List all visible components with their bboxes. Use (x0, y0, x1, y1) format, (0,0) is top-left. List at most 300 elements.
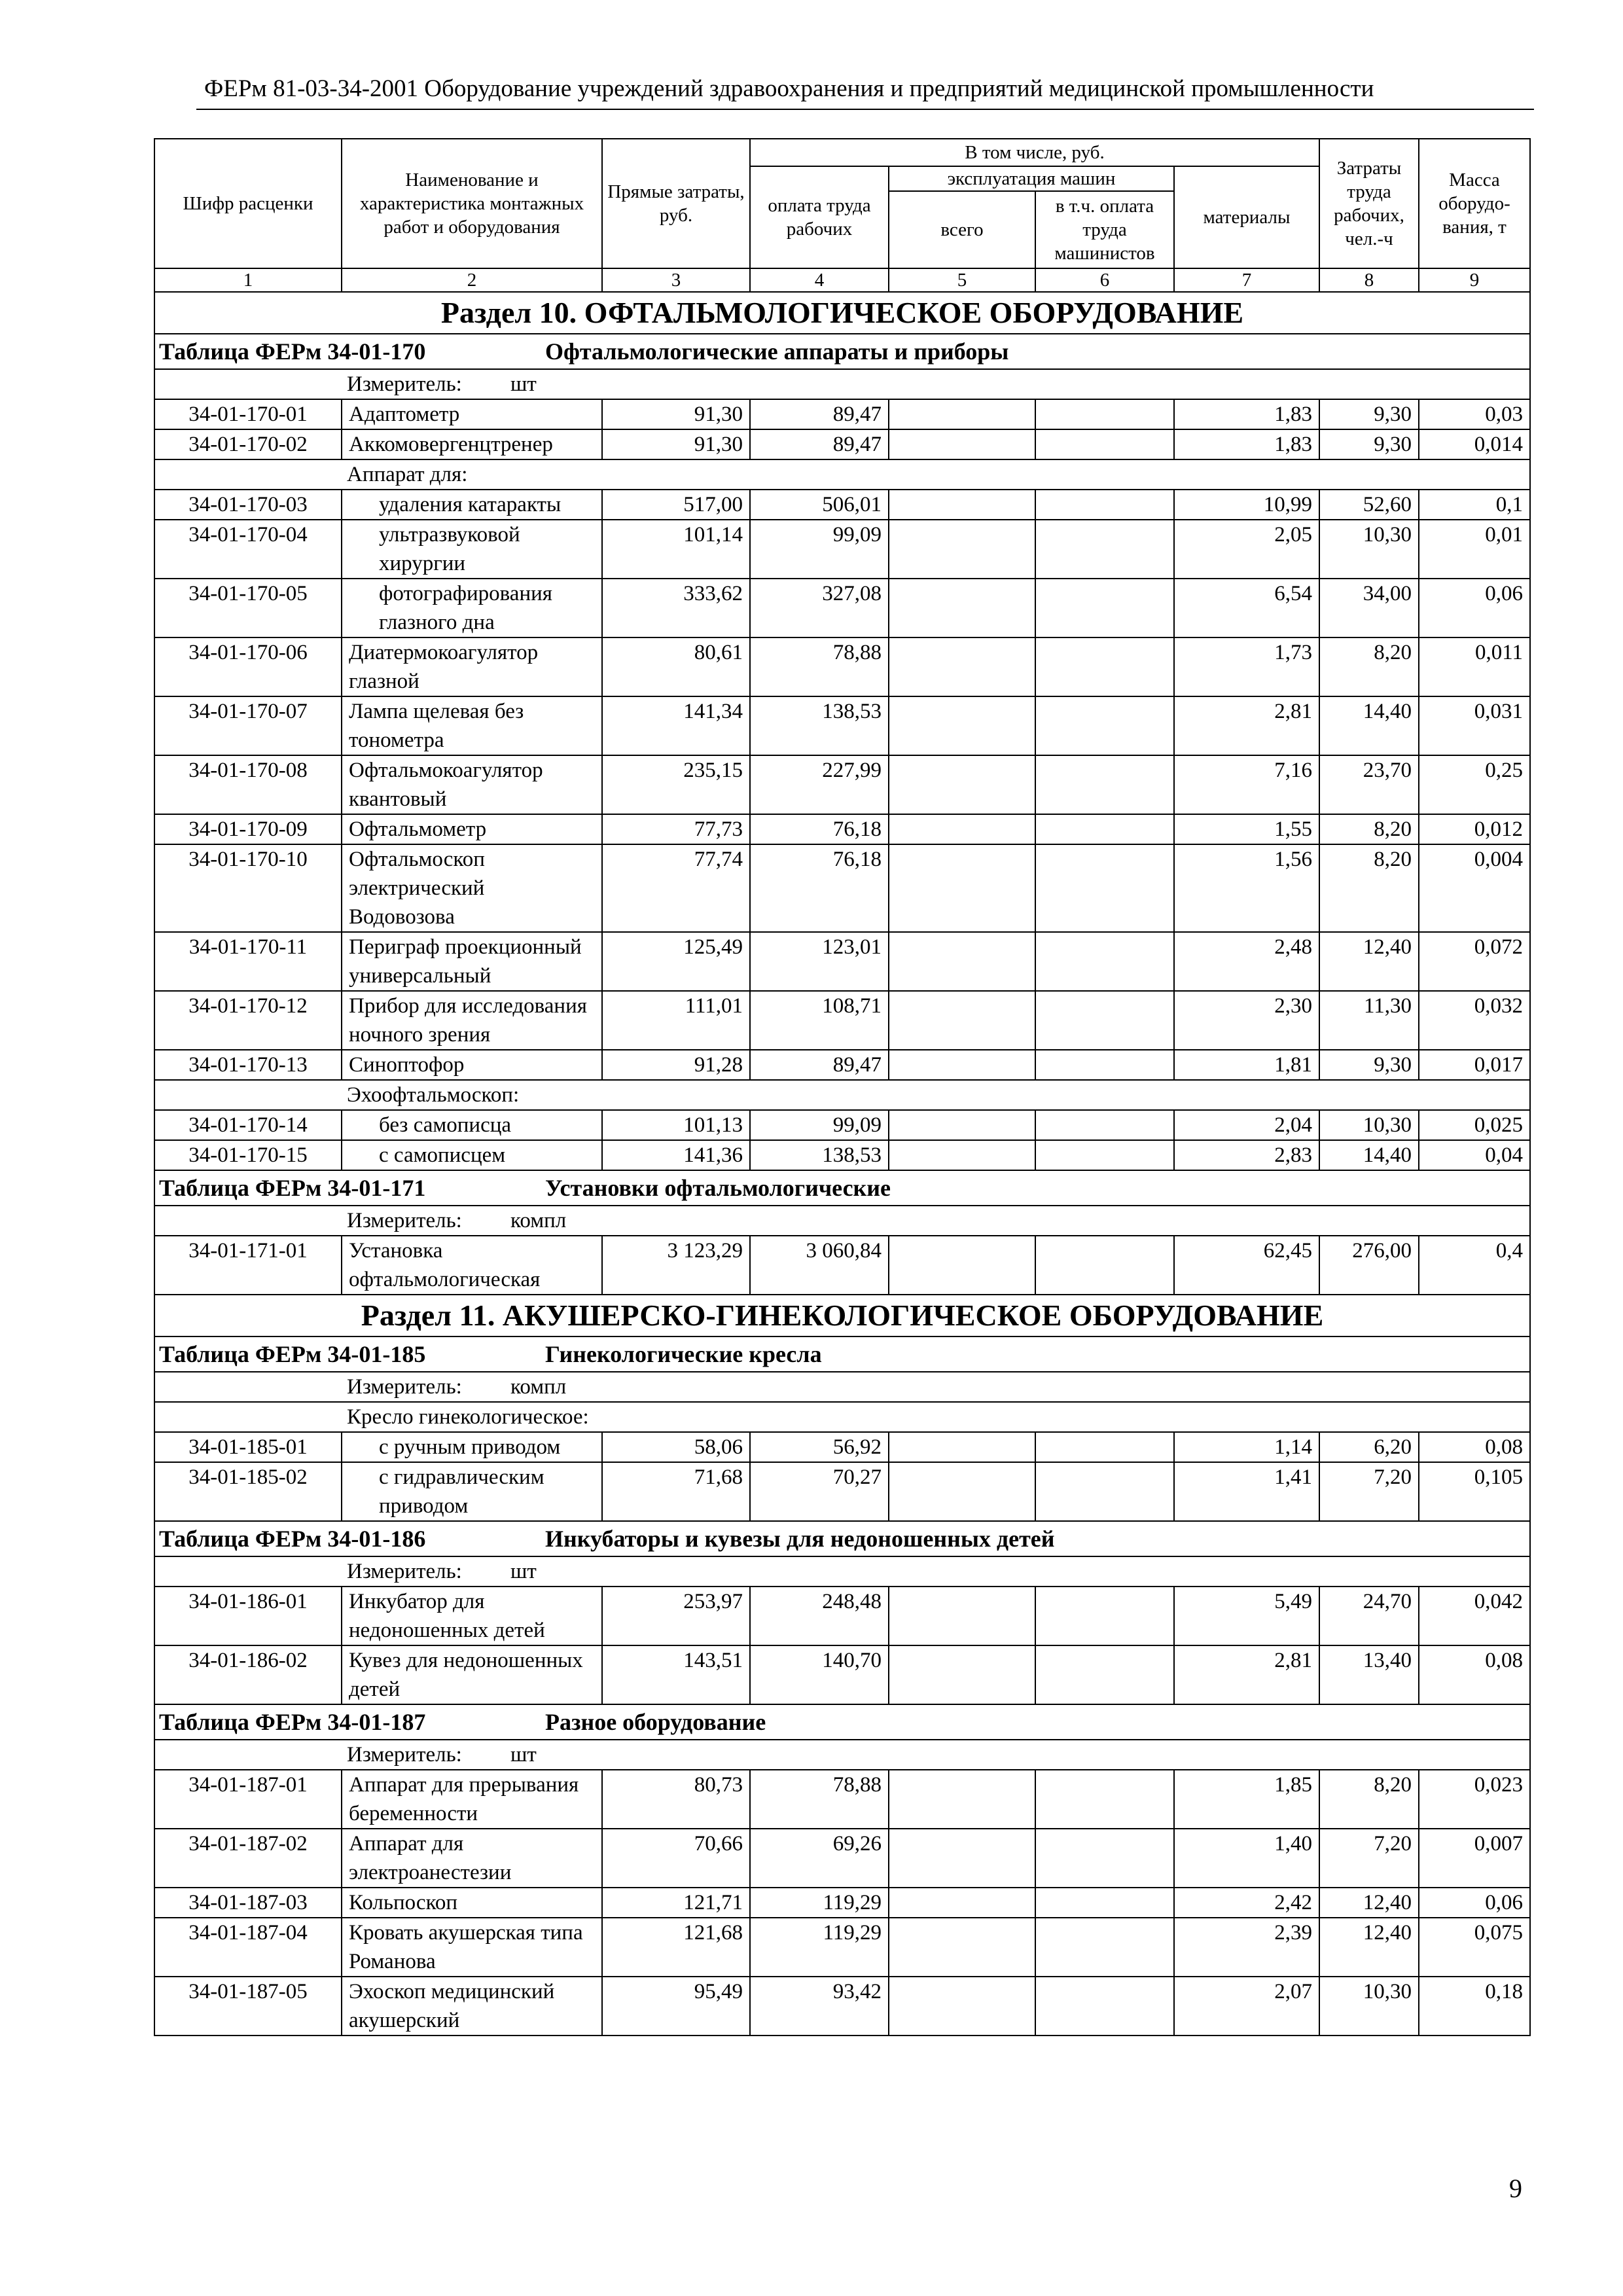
materials-cost: 2,83 (1174, 1140, 1319, 1170)
measure-row (154, 1556, 1530, 1587)
table-row (154, 755, 1530, 814)
rate-code: 34-01-170-05 (154, 579, 342, 637)
item-name: с гидравлическим приводом (342, 1462, 602, 1521)
wages-cost: 89,47 (750, 399, 889, 429)
rate-code: 34-01-170-10 (154, 844, 342, 932)
direct-cost: 91,30 (602, 399, 750, 429)
materials-cost: 5,49 (1174, 1587, 1319, 1645)
machinist-wages (1035, 1977, 1174, 2036)
labor-hours: 6,20 (1319, 1432, 1419, 1462)
machinist-wages (1035, 932, 1174, 991)
wages-cost: 327,08 (750, 579, 889, 637)
equipment-mass: 0,25 (1419, 755, 1530, 814)
col-wages-header: оплата труда рабочих (750, 166, 889, 268)
machinist-wages (1035, 637, 1174, 696)
column-number: 4 (750, 268, 889, 292)
item-name: Эхоскоп медицинский акушерский (342, 1977, 602, 2036)
item-name: Аппарат для электроанестезии (342, 1829, 602, 1888)
section-title: Раздел 11. АКУШЕРСКО-ГИНЕКОЛОГИЧЕСКОЕ ОБОРУДОВАНИЕ (154, 1295, 1530, 1336)
equipment-mass: 0,004 (1419, 844, 1530, 932)
wages-cost: 78,88 (750, 1770, 889, 1829)
materials-cost: 2,39 (1174, 1918, 1319, 1977)
rate-code: 34-01-171-01 (154, 1236, 342, 1295)
table-title-row (154, 1170, 1530, 1206)
direct-cost: 121,71 (602, 1888, 750, 1918)
machines-total (889, 1888, 1035, 1918)
machines-total (889, 490, 1035, 520)
materials-cost: 1,40 (1174, 1829, 1319, 1888)
column-number: 9 (1419, 268, 1530, 292)
machinist-wages (1035, 1432, 1174, 1462)
table-heading (154, 1704, 1530, 1740)
table-title-row (154, 1336, 1530, 1372)
table-row (154, 637, 1530, 696)
machines-total (889, 755, 1035, 814)
table-row (154, 1432, 1530, 1462)
page-number: 9 (1509, 2174, 1522, 2203)
materials-cost: 1,83 (1174, 429, 1319, 459)
table-row (154, 1977, 1530, 2036)
materials-cost: 1,55 (1174, 814, 1319, 844)
labor-hours: 52,60 (1319, 490, 1419, 520)
direct-cost: 517,00 (602, 490, 750, 520)
wages-cost: 119,29 (750, 1918, 889, 1977)
rate-code: 34-01-185-02 (154, 1462, 342, 1521)
group-label: Эхоофтальмоскоп: (347, 1083, 520, 1107)
rate-code: 34-01-170-15 (154, 1140, 342, 1170)
equipment-mass: 0,031 (1419, 696, 1530, 755)
measure-cell (154, 1372, 1530, 1402)
machines-total (889, 1587, 1035, 1645)
labor-hours: 7,20 (1319, 1829, 1419, 1888)
equipment-mass: 0,01 (1419, 520, 1530, 579)
measure-unit: шт (510, 1560, 537, 1583)
machinist-wages (1035, 1645, 1174, 1704)
direct-cost: 77,74 (602, 844, 750, 932)
rate-code: 34-01-186-01 (154, 1587, 342, 1645)
machines-total (889, 1140, 1035, 1170)
wages-cost: 138,53 (750, 1140, 889, 1170)
table-heading (154, 334, 1530, 369)
table-title: Установки офтальмологические (545, 1175, 891, 1201)
rate-code: 34-01-170-02 (154, 429, 342, 459)
direct-cost: 101,14 (602, 520, 750, 579)
measure-label: Измеритель: (347, 1743, 462, 1767)
labor-hours: 12,40 (1319, 1918, 1419, 1977)
equipment-mass: 0,06 (1419, 1888, 1530, 1918)
machinist-wages (1035, 429, 1174, 459)
equipment-mass: 0,025 (1419, 1110, 1530, 1140)
materials-cost: 1,56 (1174, 844, 1319, 932)
item-name: с самописцем (342, 1140, 602, 1170)
item-name: Аппарат для прерывания беременности (342, 1770, 602, 1829)
labor-hours: 12,40 (1319, 932, 1419, 991)
wages-cost: 108,71 (750, 991, 889, 1050)
machinist-wages (1035, 1918, 1174, 1977)
machines-total (889, 1050, 1035, 1080)
table-row (154, 1770, 1530, 1829)
machinist-wages (1035, 1140, 1174, 1170)
machines-total (889, 429, 1035, 459)
item-name: Установка офтальмологическая (342, 1236, 602, 1295)
wages-cost: 123,01 (750, 932, 889, 991)
materials-cost: 62,45 (1174, 1236, 1319, 1295)
labor-hours: 34,00 (1319, 579, 1419, 637)
machinist-wages (1035, 1888, 1174, 1918)
wages-cost: 56,92 (750, 1432, 889, 1462)
labor-hours: 276,00 (1319, 1236, 1419, 1295)
equipment-mass: 0,017 (1419, 1050, 1530, 1080)
equipment-mass: 0,18 (1419, 1977, 1530, 2036)
table-title: Гинекологические кресла (545, 1341, 822, 1367)
direct-cost: 121,68 (602, 1918, 750, 1977)
table-heading (154, 1336, 1530, 1372)
direct-cost: 141,36 (602, 1140, 750, 1170)
wages-cost: 99,09 (750, 520, 889, 579)
machines-total (889, 814, 1035, 844)
machinist-wages (1035, 1110, 1174, 1140)
rate-code: 34-01-185-01 (154, 1432, 342, 1462)
machines-total (889, 1770, 1035, 1829)
item-name: Офтальмоскоп электрический Водовозова (342, 844, 602, 932)
item-name: Офтальмометр (342, 814, 602, 844)
labor-hours: 14,40 (1319, 696, 1419, 755)
wages-cost: 70,27 (750, 1462, 889, 1521)
wages-cost: 138,53 (750, 696, 889, 755)
labor-hours: 8,20 (1319, 844, 1419, 932)
wages-cost: 119,29 (750, 1888, 889, 1918)
table-row (154, 696, 1530, 755)
measure-cell (154, 1556, 1530, 1587)
item-name: Аккомовергенцтренер (342, 429, 602, 459)
table-row (154, 1236, 1530, 1295)
item-name: Диатермокоагулятор глазной (342, 637, 602, 696)
col-code-header: Шифр расценки (154, 139, 342, 268)
table-row (154, 490, 1530, 520)
equipment-mass: 0,08 (1419, 1645, 1530, 1704)
section-title: Раздел 10. ОФТАЛЬМОЛОГИЧЕСКОЕ ОБОРУДОВАНИЕ (154, 292, 1530, 334)
materials-cost: 1,85 (1174, 1770, 1319, 1829)
table-header (154, 139, 1530, 292)
group-label: Аппарат для: (347, 463, 468, 486)
machines-total (889, 1236, 1035, 1295)
group-cell (154, 1402, 1530, 1432)
wages-cost: 506,01 (750, 490, 889, 520)
machines-total (889, 932, 1035, 991)
group-cell (154, 1080, 1530, 1110)
machines-total (889, 1432, 1035, 1462)
labor-hours: 7,20 (1319, 1462, 1419, 1521)
table-row (154, 579, 1530, 637)
measure-label: Измеритель: (347, 1209, 462, 1232)
materials-cost: 2,04 (1174, 1110, 1319, 1140)
table-code: Таблица ФЕРм 34-01-187 (159, 1709, 426, 1735)
rate-code: 34-01-170-07 (154, 696, 342, 755)
table-row (154, 1829, 1530, 1888)
col-direct-header: Прямые затраты, руб. (602, 139, 750, 268)
labor-hours: 9,30 (1319, 429, 1419, 459)
machines-total (889, 1462, 1035, 1521)
item-name: Инкубатор для недоношенных детей (342, 1587, 602, 1645)
labor-hours: 12,40 (1319, 1888, 1419, 1918)
col-materials-header: материалы (1174, 166, 1319, 268)
col-incl-header: В том числе, руб. (750, 139, 1319, 166)
machinist-wages (1035, 1050, 1174, 1080)
machines-total (889, 637, 1035, 696)
table-title-row (154, 1521, 1530, 1556)
measure-unit: шт (510, 1743, 537, 1767)
wages-cost: 99,09 (750, 1110, 889, 1140)
direct-cost: 95,49 (602, 1977, 750, 2036)
labor-hours: 23,70 (1319, 755, 1419, 814)
labor-hours: 10,30 (1319, 1977, 1419, 2036)
section-row (154, 1295, 1530, 1336)
machinist-wages (1035, 1236, 1174, 1295)
item-name: Синоптофор (342, 1050, 602, 1080)
rate-code: 34-01-187-02 (154, 1829, 342, 1888)
labor-hours: 11,30 (1319, 991, 1419, 1050)
equipment-mass: 0,007 (1419, 1829, 1530, 1888)
direct-cost: 235,15 (602, 755, 750, 814)
column-number: 3 (602, 268, 750, 292)
materials-cost: 2,30 (1174, 991, 1319, 1050)
machinist-wages (1035, 1770, 1174, 1829)
equipment-mass: 0,014 (1419, 429, 1530, 459)
measure-label: Измеритель: (347, 1560, 462, 1583)
measure-unit: компл (510, 1209, 567, 1232)
direct-cost: 125,49 (602, 932, 750, 991)
labor-hours: 10,30 (1319, 1110, 1419, 1140)
table-row (154, 1462, 1530, 1521)
materials-cost: 2,81 (1174, 1645, 1319, 1704)
column-numbers-row (154, 268, 1530, 292)
labor-hours: 10,30 (1319, 520, 1419, 579)
measure-row (154, 1206, 1530, 1236)
table-row (154, 1587, 1530, 1645)
table-heading (154, 1170, 1530, 1206)
column-number: 2 (342, 268, 602, 292)
machinist-wages (1035, 814, 1174, 844)
rate-code: 34-01-170-12 (154, 991, 342, 1050)
machinist-wages (1035, 520, 1174, 579)
materials-cost: 6,54 (1174, 579, 1319, 637)
group-row (154, 1402, 1530, 1432)
item-name: без самописца (342, 1110, 602, 1140)
measure-cell (154, 369, 1530, 399)
measure-unit: компл (510, 1375, 567, 1399)
machinist-wages (1035, 844, 1174, 932)
direct-cost: 80,61 (602, 637, 750, 696)
labor-hours: 14,40 (1319, 1140, 1419, 1170)
labor-hours: 13,40 (1319, 1645, 1419, 1704)
equipment-mass: 0,03 (1419, 399, 1530, 429)
materials-cost: 2,42 (1174, 1888, 1319, 1918)
machinist-wages (1035, 991, 1174, 1050)
table-row (154, 991, 1530, 1050)
machinist-wages (1035, 696, 1174, 755)
rate-code: 34-01-187-05 (154, 1977, 342, 2036)
item-name: ультразвуковой хирургии (342, 520, 602, 579)
machines-total (889, 1977, 1035, 2036)
machines-total (889, 1829, 1035, 1888)
wages-cost: 3 060,84 (750, 1236, 889, 1295)
direct-cost: 253,97 (602, 1587, 750, 1645)
equipment-mass: 0,011 (1419, 637, 1530, 696)
equipment-mass: 0,032 (1419, 991, 1530, 1050)
machines-total (889, 520, 1035, 579)
rate-code: 34-01-187-01 (154, 1770, 342, 1829)
direct-cost: 111,01 (602, 991, 750, 1050)
machines-total (889, 579, 1035, 637)
table-row (154, 844, 1530, 932)
group-cell (154, 459, 1530, 490)
machinist-wages (1035, 1587, 1174, 1645)
machinist-wages (1035, 1462, 1174, 1521)
equipment-mass: 0,1 (1419, 490, 1530, 520)
labor-hours: 8,20 (1319, 814, 1419, 844)
col-machines-header: эксплуатация машин (889, 166, 1174, 191)
rate-code: 34-01-186-02 (154, 1645, 342, 1704)
table-heading (154, 1521, 1530, 1556)
rate-code: 34-01-170-13 (154, 1050, 342, 1080)
materials-cost: 1,83 (1174, 399, 1319, 429)
materials-cost: 2,48 (1174, 932, 1319, 991)
wages-cost: 76,18 (750, 844, 889, 932)
table-row (154, 1645, 1530, 1704)
direct-cost: 91,30 (602, 429, 750, 459)
item-name: Прибор для исследования ночного зрения (342, 991, 602, 1050)
rate-code: 34-01-170-01 (154, 399, 342, 429)
machines-total (889, 1918, 1035, 1977)
item-name: Кувез для недоношенных детей (342, 1645, 602, 1704)
item-name: Периграф проекционный универсальный (342, 932, 602, 991)
rate-code: 34-01-170-09 (154, 814, 342, 844)
wages-cost: 248,48 (750, 1587, 889, 1645)
measure-row (154, 1740, 1530, 1770)
table-title: Инкубаторы и кувезы для недоношенных детей (545, 1526, 1055, 1552)
item-name: с ручным приводом (342, 1432, 602, 1462)
measure-label: Измеритель: (347, 372, 462, 396)
direct-cost: 77,73 (602, 814, 750, 844)
rate-code: 34-01-187-03 (154, 1888, 342, 1918)
materials-cost: 1,81 (1174, 1050, 1319, 1080)
equipment-mass: 0,4 (1419, 1236, 1530, 1295)
column-number: 6 (1035, 268, 1174, 292)
item-name: Кольпоскоп (342, 1888, 602, 1918)
direct-cost: 70,66 (602, 1829, 750, 1888)
col-machinist-wages-header: в т.ч. оплата труда машинистов (1035, 191, 1174, 268)
rate-code: 34-01-187-04 (154, 1918, 342, 1977)
item-name: фотографирования глазного дна (342, 579, 602, 637)
header-rule (196, 109, 1534, 110)
table-row (154, 1888, 1530, 1918)
equipment-mass: 0,075 (1419, 1918, 1530, 1977)
equipment-mass: 0,04 (1419, 1140, 1530, 1170)
table-row (154, 1140, 1530, 1170)
equipment-mass: 0,012 (1419, 814, 1530, 844)
column-number: 7 (1174, 268, 1319, 292)
equipment-mass: 0,023 (1419, 1770, 1530, 1829)
measure-label: Измеритель: (347, 1375, 462, 1399)
machinist-wages (1035, 399, 1174, 429)
direct-cost: 141,34 (602, 696, 750, 755)
running-header: ФЕРм 81-03-34-2001 Оборудование учреждений здравоохранения и предприятий медицинской промышленности (204, 75, 1374, 102)
item-name: Кровать акушерская типа Романова (342, 1918, 602, 1977)
column-number: 5 (889, 268, 1035, 292)
measure-cell (154, 1206, 1530, 1236)
item-name: удаления катаракты (342, 490, 602, 520)
materials-cost: 7,16 (1174, 755, 1319, 814)
table-row (154, 1110, 1530, 1140)
direct-cost: 143,51 (602, 1645, 750, 1704)
wages-cost: 93,42 (750, 1977, 889, 2036)
wages-cost: 140,70 (750, 1645, 889, 1704)
col-labor-header: Затраты труда рабочих, чел.-ч (1319, 139, 1419, 268)
table-row (154, 520, 1530, 579)
machines-total (889, 1110, 1035, 1140)
group-row (154, 459, 1530, 490)
labor-hours: 9,30 (1319, 399, 1419, 429)
item-name: Офтальмокоагулятор квантовый (342, 755, 602, 814)
labor-hours: 8,20 (1319, 637, 1419, 696)
group-row (154, 1080, 1530, 1110)
labor-hours: 9,30 (1319, 1050, 1419, 1080)
table-title-row (154, 1704, 1530, 1740)
rate-code: 34-01-170-03 (154, 490, 342, 520)
table-row (154, 429, 1530, 459)
wages-cost: 89,47 (750, 1050, 889, 1080)
machinist-wages (1035, 579, 1174, 637)
machines-total (889, 991, 1035, 1050)
rate-code: 34-01-170-08 (154, 755, 342, 814)
materials-cost: 2,05 (1174, 520, 1319, 579)
rates-table (154, 138, 1531, 2036)
machinist-wages (1035, 755, 1174, 814)
machines-total (889, 844, 1035, 932)
measure-row (154, 369, 1530, 399)
section-row (154, 292, 1530, 334)
rate-code: 34-01-170-14 (154, 1110, 342, 1140)
materials-cost: 10,99 (1174, 490, 1319, 520)
table-code: Таблица ФЕРм 34-01-185 (159, 1341, 426, 1367)
measure-row (154, 1372, 1530, 1402)
rate-code: 34-01-170-11 (154, 932, 342, 991)
materials-cost: 2,81 (1174, 696, 1319, 755)
direct-cost: 58,06 (602, 1432, 750, 1462)
group-label: Кресло гинекологическое: (347, 1405, 589, 1429)
col-mass-header: Масса оборудо-вания, т (1419, 139, 1530, 268)
table-title: Разное оборудование (545, 1709, 766, 1735)
machines-total (889, 696, 1035, 755)
equipment-mass: 0,08 (1419, 1432, 1530, 1462)
machines-total (889, 1645, 1035, 1704)
column-number: 8 (1319, 268, 1419, 292)
machinist-wages (1035, 1829, 1174, 1888)
direct-cost: 333,62 (602, 579, 750, 637)
table-row (154, 1050, 1530, 1080)
table-body (154, 292, 1530, 2036)
labor-hours: 8,20 (1319, 1770, 1419, 1829)
item-name: Адаптометр (342, 399, 602, 429)
equipment-mass: 0,06 (1419, 579, 1530, 637)
col-name-header: Наименование и характеристика монтажных работ и оборудования (342, 139, 602, 268)
table-row (154, 399, 1530, 429)
direct-cost: 3 123,29 (602, 1236, 750, 1295)
rate-code: 34-01-170-06 (154, 637, 342, 696)
equipment-mass: 0,105 (1419, 1462, 1530, 1521)
table-code: Таблица ФЕРм 34-01-186 (159, 1526, 426, 1552)
column-number: 1 (154, 268, 342, 292)
